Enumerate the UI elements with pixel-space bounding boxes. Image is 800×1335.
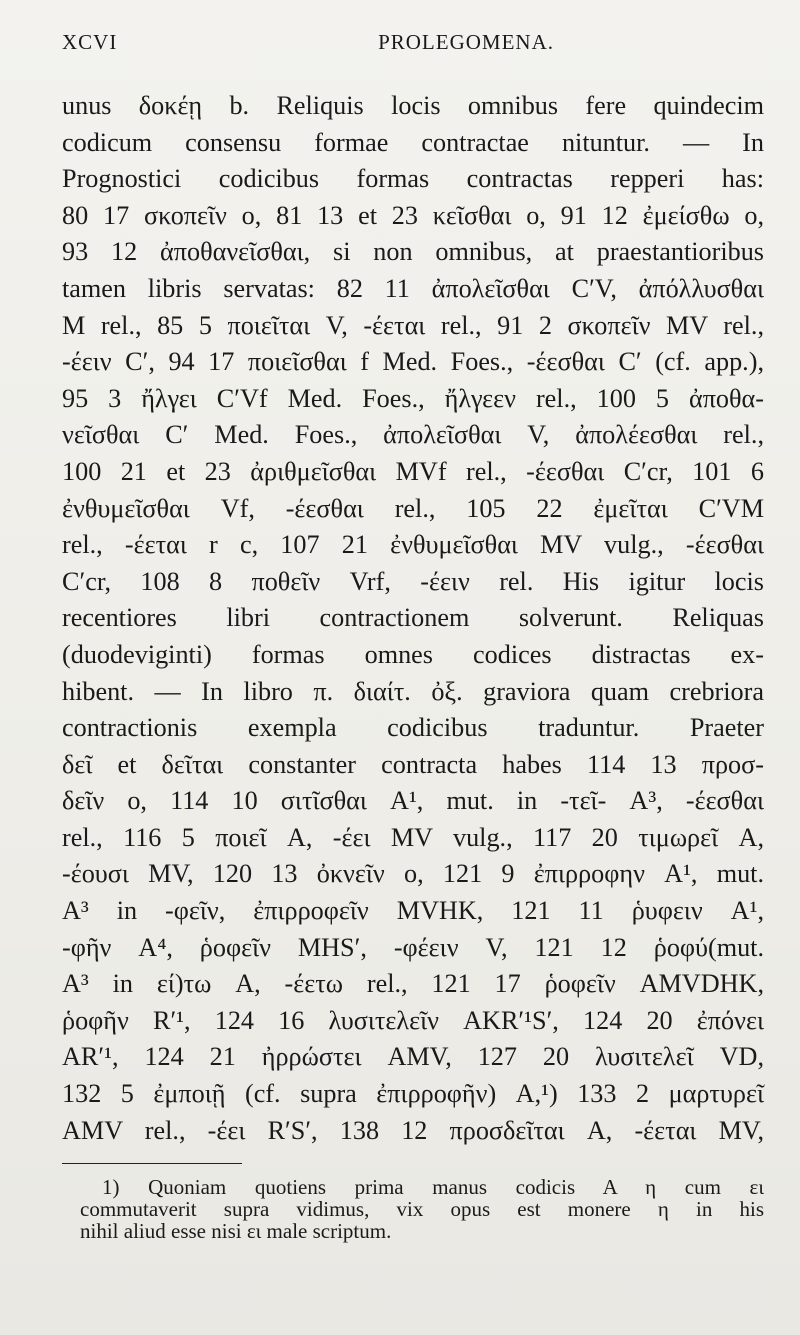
footnote-line: 1) Quoniam quotiens prima manus codicis A η cum ει [102, 1175, 764, 1200]
text-line: νεῖσθαι C′ Med. Foes., ἀπολεῖσθαι V, ἀπολέεσθαι rel., [62, 420, 764, 450]
text-line: rel., -έεται r c, 107 21 ἐνθυμεῖσθαι MV vulg., -έεσθαι [62, 530, 764, 560]
text-line: AR′¹, 124 21 ἠρρώστει AMV, 127 20 λυσιτελεῖ VD, [62, 1042, 764, 1072]
text-line: A³ in εί)τω A, -έετω rel., 121 17 ῥοφεῖν AMVDHK, [62, 969, 764, 999]
footnote-line: commutaverit supra vidimus, vix opus est monere η in his [80, 1197, 764, 1222]
text-line: δεῖν o, 114 10 σιτῖσθαι A¹, mut. in -τεῖ- A³, -έεσθαι [62, 786, 764, 816]
text-line: -έουσι MV, 120 13 ὀκνεῖν o, 121 9 ἐπιρροφην A¹, mut. [62, 859, 764, 889]
text-line: rel., 116 5 ποιεῖ A, -έει MV vulg., 117 20 τιμωρεῖ A, [62, 822, 764, 852]
text-line: tamen libris servatas: 82 11 ἀπολεῖσθαι C′V, ἀπόλλυσθαι [62, 273, 764, 303]
text-line: Prognostici codicibus formas contractas repperi has: [62, 164, 764, 194]
footnote-divider [62, 1163, 242, 1164]
text-line: A³ in -φεῖν, ἐπιρροφεῖν MVHK, 121 11 ῥυφειν A¹, [62, 896, 764, 926]
footnote-line: nihil aliud esse nisi ει male scriptum. [80, 1219, 392, 1244]
running-title: PROLEGOMENA. [378, 30, 554, 54]
text-line: 93 12 ἀποθανεῖσθαι, si non omnibus, at praestantioribus [62, 237, 764, 267]
text-line: 100 21 et 23 ἀριθμεῖσθαι MVf rel., -έεσθαι C′cr, 101 6 [62, 456, 764, 486]
text-line: -έειν C′, 94 17 ποιεῖσθαι f Med. Foes., -έεσθαι C′ (cf. app.), [62, 347, 764, 377]
text-line: -φῆν A⁴, ῥοφεῖν MHS′, -φέειν V, 121 12 ῥοφύ(mut. [62, 932, 764, 962]
running-header [62, 30, 764, 80]
text-line: hibent. — In libro π. διαίτ. ὀξ. graviora quam crebriora [62, 676, 764, 706]
footnote [80, 1176, 764, 1242]
text-line: 95 3 ἤλγει C′Vf Med. Foes., ἤλγεεν rel., 100 5 ἀποθα- [62, 383, 764, 413]
text-line: ῥοφῆν R′¹, 124 16 λυσιτελεῖν AKR′¹S′, 124 20 ἐπόνει [62, 1005, 764, 1035]
text-line: contractionis exempla codicibus traduntur. Praeter [62, 713, 764, 743]
text-line: unus δοκέῃ b. Reliquis locis omnibus fere quindecim [62, 91, 764, 120]
text-line: M rel., 85 5 ποιεῖται V, -έεται rel., 91 2 σκοπεῖν MV rel., [62, 310, 764, 340]
page-number: XCVI [62, 30, 118, 54]
text-line: 132 5 ἐμποιῇ (cf. supra ἐπιρροφῆν) A,¹) 133 2 μαρτυρεῖ [62, 1079, 764, 1109]
text-line: C′cr, 108 8 ποθεῖν Vrf, -έειν rel. His igitur locis [62, 566, 764, 596]
text-line: AMV rel., -έει R′S′, 138 12 προσδεῖται A, -έεται MV, [62, 1115, 764, 1145]
main-text [62, 88, 764, 1149]
text-line: codicum consensu formae contractae nituntur. — In [62, 127, 764, 157]
text-line: 80 17 σκοπεῖν o, 81 13 et 23 κεῖσθαι o, 91 12 ἐμείσθω o, [62, 200, 764, 230]
text-line: δεῖ et δεῖται constanter contracta habes 114 13 προσ- [62, 749, 764, 779]
text-line: ἐνθυμεῖσθαι Vf, -έεσθαι rel., 105 22 ἐμεῖται C′VM [62, 493, 764, 523]
text-line: recentiores libri contractionem solverunt. Reliquas [62, 603, 764, 633]
text-line: (duodeviginti) formas omnes codices distractas ex- [62, 639, 764, 669]
